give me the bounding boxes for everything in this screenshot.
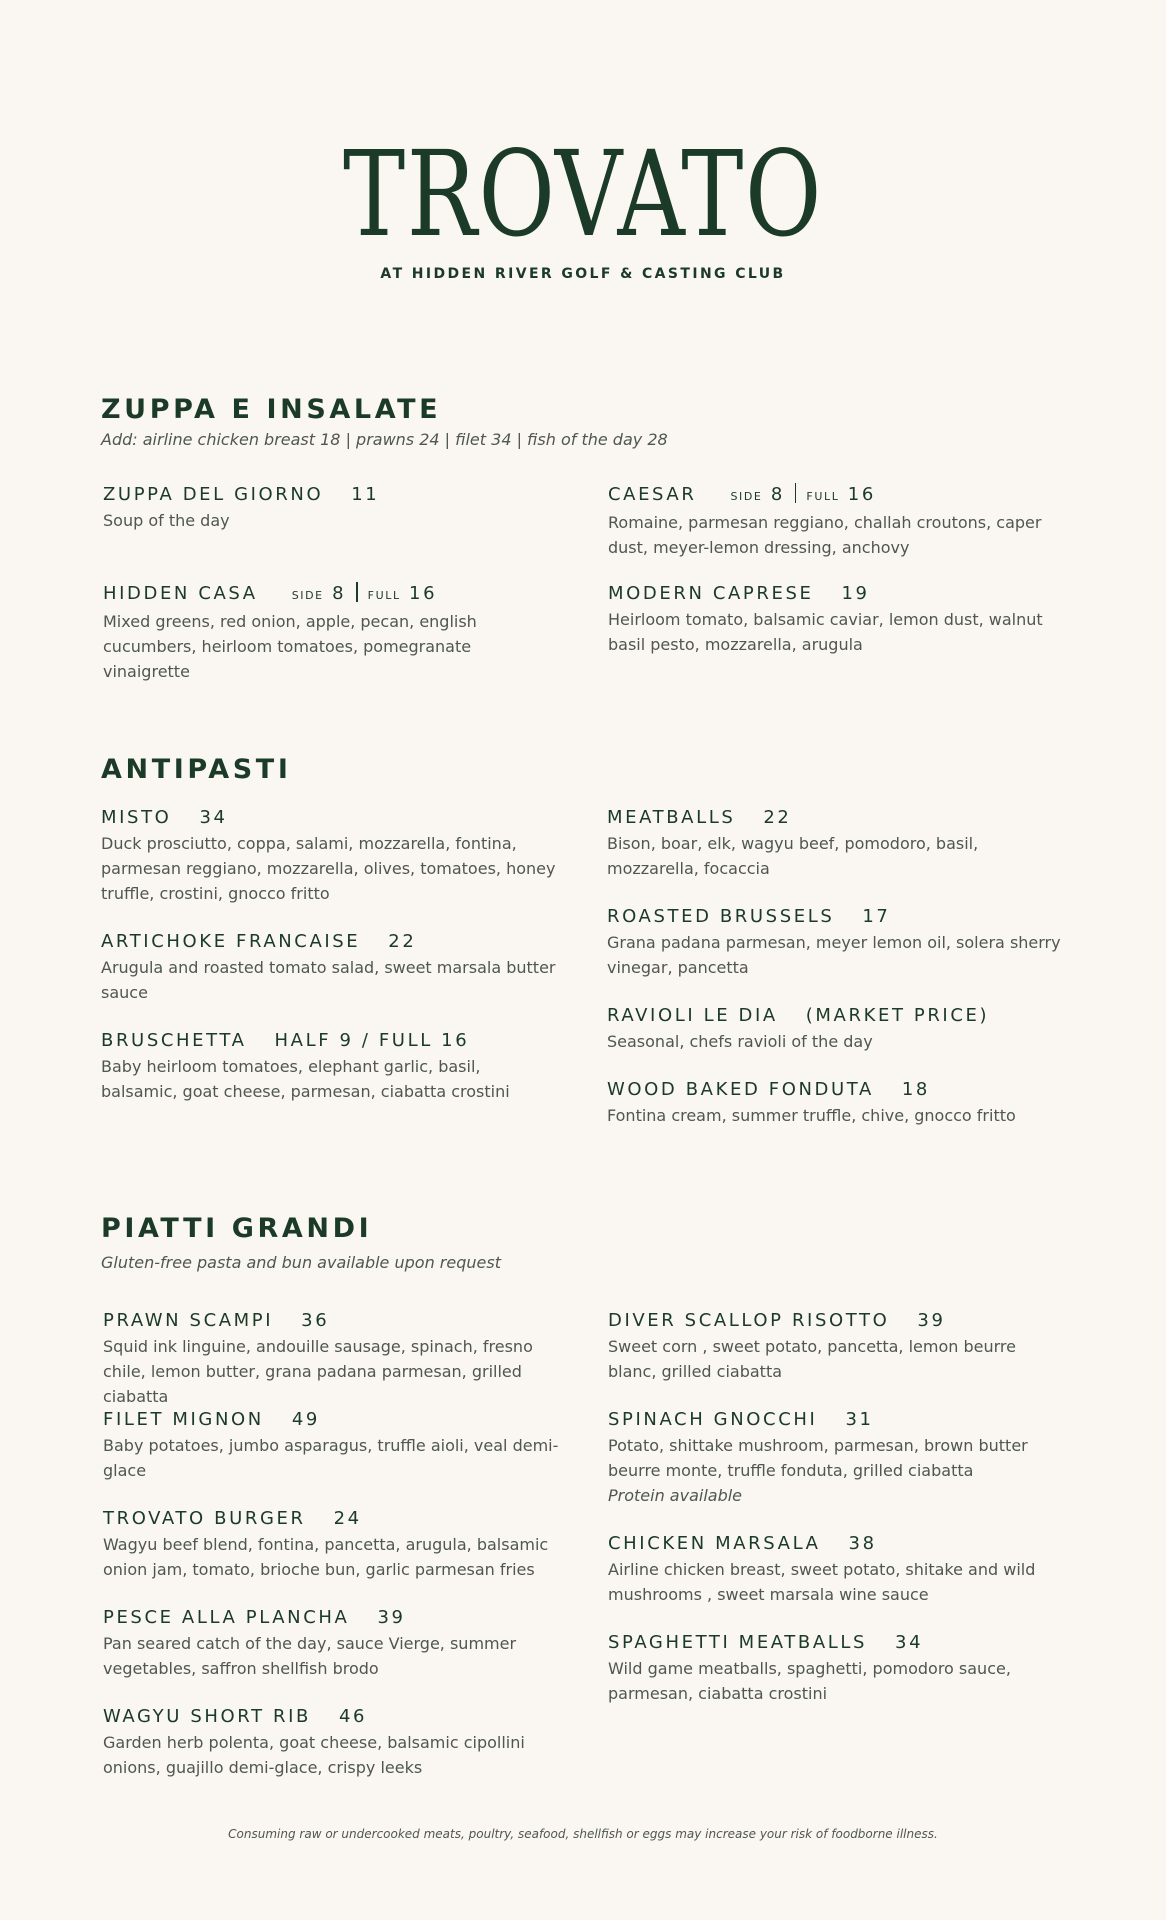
menu-item	[608, 482, 1068, 560]
item-description: Pan seared catch of the day, sauce Vierge, summer vegetables, saffron shellfish brodo	[103, 1634, 517, 1678]
item-name: TROVATO BURGER	[103, 1508, 306, 1529]
item-price: (MARKET PRICE)	[805, 1005, 990, 1026]
size-label: FULL	[806, 490, 840, 503]
item-price: HALF 9 / FULL 16	[274, 1030, 470, 1051]
logo-wordmark	[333, 125, 833, 263]
item-name: RAVIOLI LE DIA	[607, 1005, 778, 1026]
item-description: Soup of the day	[103, 511, 230, 530]
item-price: 39	[377, 1607, 406, 1628]
menu-item	[103, 581, 563, 684]
section-zuppa-e-insalate	[101, 393, 1071, 681]
price-divider	[795, 483, 797, 503]
item-description: Garden herb polenta, goat cheese, balsamic cipollini onions, guajillo demi-glace, crispy leeks	[103, 1733, 525, 1777]
item-name: DIVER SCALLOP RISOTTO	[608, 1310, 890, 1331]
item-description: Sweet corn , sweet potato, pancetta, lemon beurre blanc, grilled ciabatta	[608, 1337, 1016, 1381]
item-note: Protein available	[608, 1486, 743, 1505]
menu-item	[101, 929, 561, 1005]
item-price: 16	[409, 583, 438, 604]
section-title: PIATTI GRANDI	[101, 1213, 373, 1244]
item-price: 8	[332, 583, 347, 604]
menu-item	[608, 1407, 1068, 1508]
price-divider	[356, 582, 358, 602]
menu-item	[101, 805, 561, 906]
svg-text:TROVATO: TROVATO	[343, 125, 823, 263]
item-name: SPAGHETTI MEATBALLS	[608, 1632, 868, 1653]
item-description: Bison, boar, elk, wagyu beef, pomodoro, basil, mozzarella, focaccia	[607, 834, 979, 878]
section-title: ZUPPA E INSALATE	[101, 394, 442, 425]
item-name: PRAWN SCAMPI	[103, 1310, 274, 1331]
section-note: Add: airline chicken breast 18 | prawns 24 | filet 34 | fish of the day 28	[101, 430, 668, 449]
item-description: Fontina cream, summer truffle, chive, gnocco fritto	[607, 1106, 1016, 1125]
item-name: ARTICHOKE FRANCAISE	[101, 931, 361, 952]
menu-item	[607, 904, 1067, 980]
food-safety-disclaimer: Consuming raw or undercooked meats, poultry, seafood, shellfish or eggs may increase your risk of foodborne illness.	[228, 1827, 938, 1841]
item-description: Baby potatoes, jumbo asparagus, truffle aioli, veal demi-glace	[103, 1436, 559, 1480]
menu-item	[103, 1605, 563, 1681]
item-description: Airline chicken breast, sweet potato, shitake and wild mushrooms , sweet marsala wine sauce	[608, 1560, 1036, 1604]
item-name: HIDDEN CASA	[103, 583, 258, 604]
menu-item	[608, 581, 1068, 657]
item-price: 11	[351, 484, 380, 505]
item-price: 24	[333, 1508, 362, 1529]
item-price: 34	[199, 807, 228, 828]
size-label: SIDE	[730, 490, 763, 503]
item-description: Seasonal, chefs ravioli of the day	[607, 1032, 873, 1051]
item-price: 34	[895, 1632, 924, 1653]
item-description: Wild game meatballs, spaghetti, pomodoro sauce, parmesan, ciabatta crostini	[608, 1659, 1011, 1703]
item-name: PESCE ALLA PLANCHA	[103, 1607, 350, 1628]
item-name: MEATBALLS	[607, 807, 736, 828]
item-name: WAGYU SHORT RIB	[103, 1706, 311, 1727]
size-label: SIDE	[291, 589, 324, 602]
item-description: Grana padana parmesan, meyer lemon oil, solera sherry vinegar, pancetta	[607, 933, 1061, 977]
menu-item	[607, 1077, 1067, 1128]
menu-item	[608, 1531, 1068, 1607]
item-description: Potato, shittake mushroom, parmesan, brown butter beurre monte, truffle fonduta, grilled ciabatta	[608, 1436, 1028, 1480]
item-name: FILET MIGNON	[103, 1409, 264, 1430]
menu-item	[608, 1308, 1068, 1384]
item-price: 38	[848, 1533, 877, 1554]
item-description: Arugula and roasted tomato salad, sweet marsala butter sauce	[101, 958, 556, 1002]
item-price: 22	[388, 931, 417, 952]
item-description: Duck prosciutto, coppa, salami, mozzarella, fontina, parmesan reggiano, mozzarella, olives, tomatoes, honey truffle, crostini, gnocco fritto	[101, 834, 556, 903]
item-description: Romaine, parmesan reggiano, challah croutons, caper dust, meyer-lemon dressing, anchovy	[608, 513, 1042, 557]
item-name: BRUSCHETTA	[101, 1030, 247, 1051]
item-price: 31	[845, 1409, 874, 1430]
menu-item	[607, 1003, 1067, 1054]
item-name: WOOD BAKED FONDUTA	[607, 1079, 874, 1100]
item-description: Heirloom tomato, balsamic caviar, lemon dust, walnut basil pesto, mozzarella, arugula	[608, 610, 1043, 654]
item-name: MODERN CAPRESE	[608, 583, 814, 604]
section-title: ANTIPASTI	[101, 754, 292, 785]
menu-item	[103, 1704, 563, 1780]
section-antipasti	[101, 753, 1071, 1125]
item-description: Baby heirloom tomatoes, elephant garlic, basil, balsamic, goat cheese, parmesan, ciabatta crostini	[101, 1057, 510, 1101]
item-name: MISTO	[101, 807, 172, 828]
item-description: Wagyu beef blend, fontina, pancetta, arugula, balsamic onion jam, tomato, brioche bun, garlic parmesan fries	[103, 1535, 549, 1579]
item-price: 18	[901, 1079, 930, 1100]
menu-item	[103, 1308, 563, 1409]
item-price: 39	[917, 1310, 946, 1331]
menu-item	[103, 482, 563, 533]
item-price: 19	[841, 583, 870, 604]
menu-item	[607, 805, 1067, 881]
item-price: 8	[770, 484, 785, 505]
item-price: 17	[862, 906, 891, 927]
section-piatti-grandi	[101, 1212, 1071, 1777]
menu-item	[101, 1028, 561, 1104]
item-price: 36	[301, 1310, 330, 1331]
item-description: Mixed greens, red onion, apple, pecan, english cucumbers, heirloom tomatoes, pomegranate vinaigrette	[103, 612, 477, 681]
menu-item	[103, 1407, 563, 1483]
menu-item	[608, 1630, 1068, 1706]
menu-item	[103, 1506, 563, 1582]
item-name: SPINACH GNOCCHI	[608, 1409, 818, 1430]
item-price: 16	[847, 484, 876, 505]
size-label: FULL	[367, 589, 401, 602]
item-price: 49	[291, 1409, 320, 1430]
item-price: 46	[338, 1706, 368, 1727]
item-name: CAESAR	[608, 484, 697, 505]
item-name: CHICKEN MARSALA	[608, 1533, 821, 1554]
item-price: 22	[763, 807, 792, 828]
restaurant-logo	[0, 125, 1166, 263]
item-name: ZUPPA DEL GIORNO	[103, 484, 324, 505]
item-description: Squid ink linguine, andouille sausage, spinach, fresno chile, lemon butter, grana padana parmesan, grilled ciabatta	[103, 1337, 533, 1406]
item-name: ROASTED BRUSSELS	[607, 906, 835, 927]
logo-tagline: AT HIDDEN RIVER GOLF & CASTING CLUB	[380, 266, 786, 282]
section-note: Gluten-free pasta and bun available upon request	[101, 1253, 501, 1272]
